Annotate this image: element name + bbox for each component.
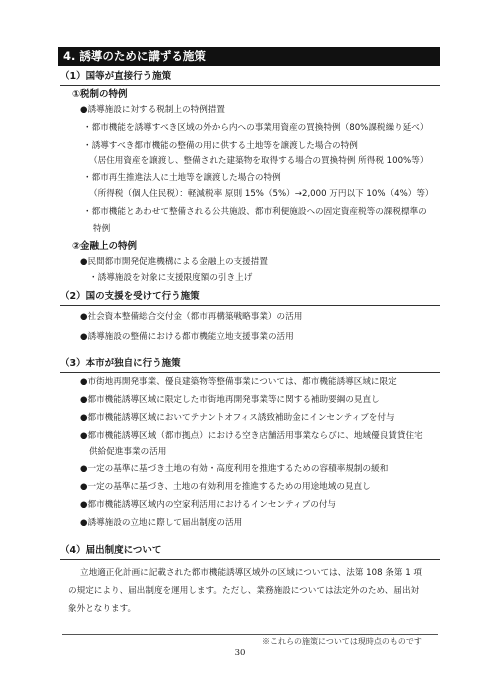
tax-item-3-detail: （所得税（個人住民税）：軽減税率 原則 15%（5%）→2,000 万円以下 10%（4%）等） [89,189,434,199]
notification-paragraph-line-1: 立地適正化計画に記載された都市機能誘導区域外の区域については、法第 108 条第 1 項 [80,568,423,578]
section-4-heading: （4）届出制度について [60,544,440,560]
support-bullet-2: ●誘導施設の整備における都市機能立地支援事業の活用 [80,332,294,342]
city-bullet-6: ●一定の基準に基づき、土地の有効利用を推進するための用途地域の見直し [80,482,371,492]
support-bullet-1: ●社会資本整備総合交付金（都市再構築戦略事業）の活用 [80,312,303,322]
tax-item-2: ・誘導すべき都市機能の整備の用に供する土地等を譲渡した場合の特例 [83,141,358,151]
tax-item-1: ・都市機能を誘導すべき区域の外から内への事業用資産の買換特例（80%課税繰り延べ） [83,123,429,133]
city-bullet-1: ●市街地再開発事業、優良建築物等整備事業については、都市機能誘導区域に限定 [80,377,397,387]
city-bullet-7: ●都市機能誘導区域内の空家利活用におけるインセンティブの付与 [80,500,337,510]
notification-paragraph-line-3: 象外となります。 [68,604,137,614]
tax-item-4: ・都市機能とあわせて整備される公共施設、都市利便施設への固定資産税等の課税標準の [83,207,427,217]
notification-paragraph-line-2: の規定により、届出制度を運用します。ただし、業務施設については法定外のため、届出対 [68,586,420,596]
city-bullet-2: ●都市機能誘導区域に限定した市街地再開発事業等に関する補助要綱の見直し [80,395,380,405]
tax-item-4-cont: 特例 [93,224,111,234]
tax-heading: ①税制の特例 [72,89,128,100]
city-bullet-8: ●誘導施設の立地に際して届出制度の活用 [80,518,243,528]
section-1-heading: （1）国等が直接行う施策 [60,70,440,86]
section-3-heading: （3）本市が独自に行う施策 [60,357,440,373]
tax-item-2-detail: （居住用資産を譲渡し、整備された建築物を取得する場合の買換特例 所得税 100%等） [89,156,429,166]
city-bullet-4-cont: 供給促進事業の活用 [89,447,167,457]
tax-item-3: ・都市再生推進法人に土地等を譲渡した場合の特例 [83,173,281,183]
section-2-heading: （2）国の支援を受けて行う施策 [60,290,440,306]
city-bullet-3: ●都市機能誘導区域においてテナントオフィス誘致補助金にインセンティブを付与 [80,413,395,423]
finance-bullet: ●民間都市開発促進機構による金融上の支援措置 [80,257,268,267]
finance-item-1: ・誘導施設を対象に支援限度額の引き上げ [89,273,253,283]
city-bullet-5: ●一定の基準に基づき土地の有効・高度利用を推進するための容積率規制の緩和 [80,464,389,474]
chapter-title: 4. 誘導のために講ずる施策 [58,47,440,66]
page-number: 30 [234,648,246,658]
tax-bullet: ●誘導施設に対する税制上の特例措置 [80,105,225,115]
city-bullet-4: ●都市機能誘導区域（都市拠点）における空き店舗活用事業ならびに、地域優良賃貸住宅 [80,431,423,441]
footer-rule [62,634,438,635]
footnote: ※これらの施策については現時点のものです [262,637,422,646]
finance-heading: ②金融上の特例 [72,241,138,252]
